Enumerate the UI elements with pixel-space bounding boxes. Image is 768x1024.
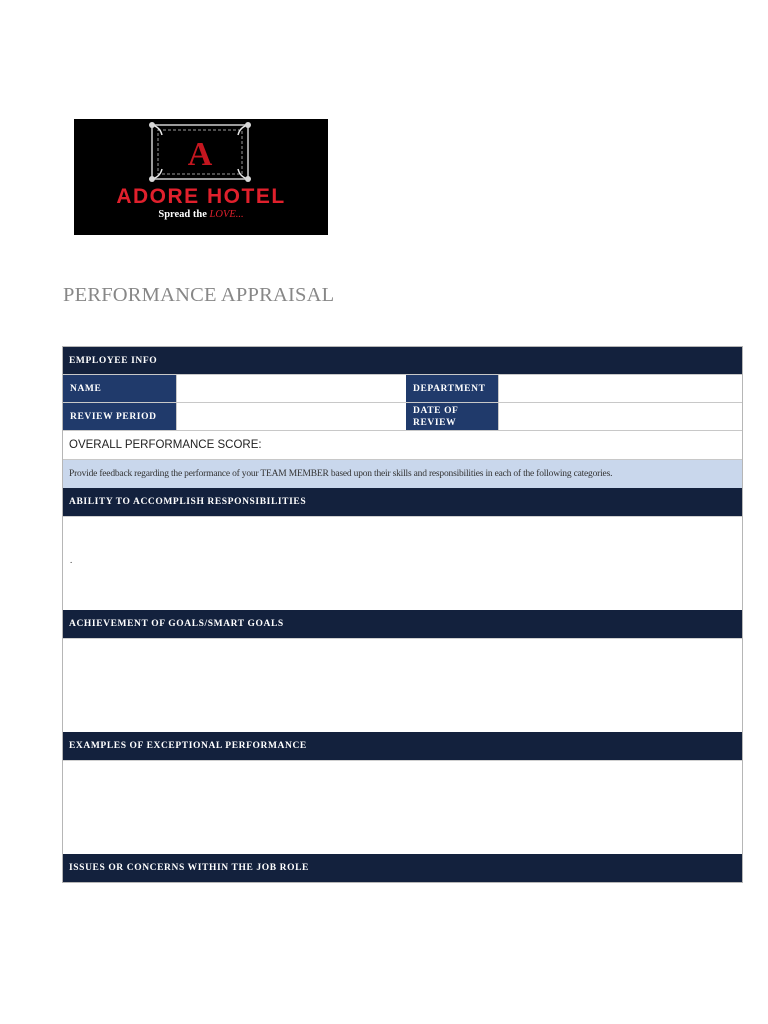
date-of-review-field[interactable]: [498, 403, 742, 430]
section-header-responsibilities: ABILITY TO ACCOMPLISH RESPONSIBILITIES: [63, 488, 742, 516]
section-body-exceptional-performance[interactable]: [63, 760, 742, 854]
logo-tagline-prefix: Spread the: [158, 209, 207, 220]
employee-row-name: [63, 374, 742, 402]
department-label: DEPARTMENT: [406, 375, 498, 402]
hotel-logo: [74, 119, 328, 235]
overall-score-field[interactable]: OVERALL PERFORMANCE SCORE:: [63, 430, 742, 459]
section-header-goals: ACHIEVEMENT OF GOALS/SMART GOALS: [63, 610, 742, 638]
employee-row-review: [63, 402, 742, 430]
section-body-goals[interactable]: [63, 638, 742, 732]
section-content-responsibilities: .: [70, 555, 73, 565]
employee-info-header: EMPLOYEE INFO: [63, 347, 742, 374]
name-label: NAME: [63, 375, 176, 402]
logo-tagline-love: LOVE...: [209, 209, 244, 220]
department-field[interactable]: [498, 375, 742, 402]
section-body-responsibilities[interactable]: [63, 516, 742, 610]
section-header-issues-concerns: ISSUES OR CONCERNS WITHIN THE JOB ROLE: [63, 854, 742, 882]
section-header-exceptional-performance: EXAMPLES OF EXCEPTIONAL PERFORMANCE: [63, 732, 742, 760]
logo-hotel-name: ADORE HOTEL: [116, 185, 286, 208]
logo-letter: A: [187, 136, 213, 173]
review-period-field[interactable]: [176, 403, 406, 430]
instructions-text: Provide feedback regarding the performance of your TEAM MEMBER based upon their skills and responsibilities in each of the following categories.: [63, 459, 742, 488]
logo-tagline: [74, 209, 328, 220]
page-title: PERFORMANCE APPRAISAL: [63, 284, 335, 306]
review-period-label: REVIEW PERIOD: [63, 403, 176, 430]
name-field[interactable]: [176, 375, 406, 402]
date-of-review-label: DATE OF REVIEW: [406, 403, 498, 430]
appraisal-form: [62, 346, 743, 883]
